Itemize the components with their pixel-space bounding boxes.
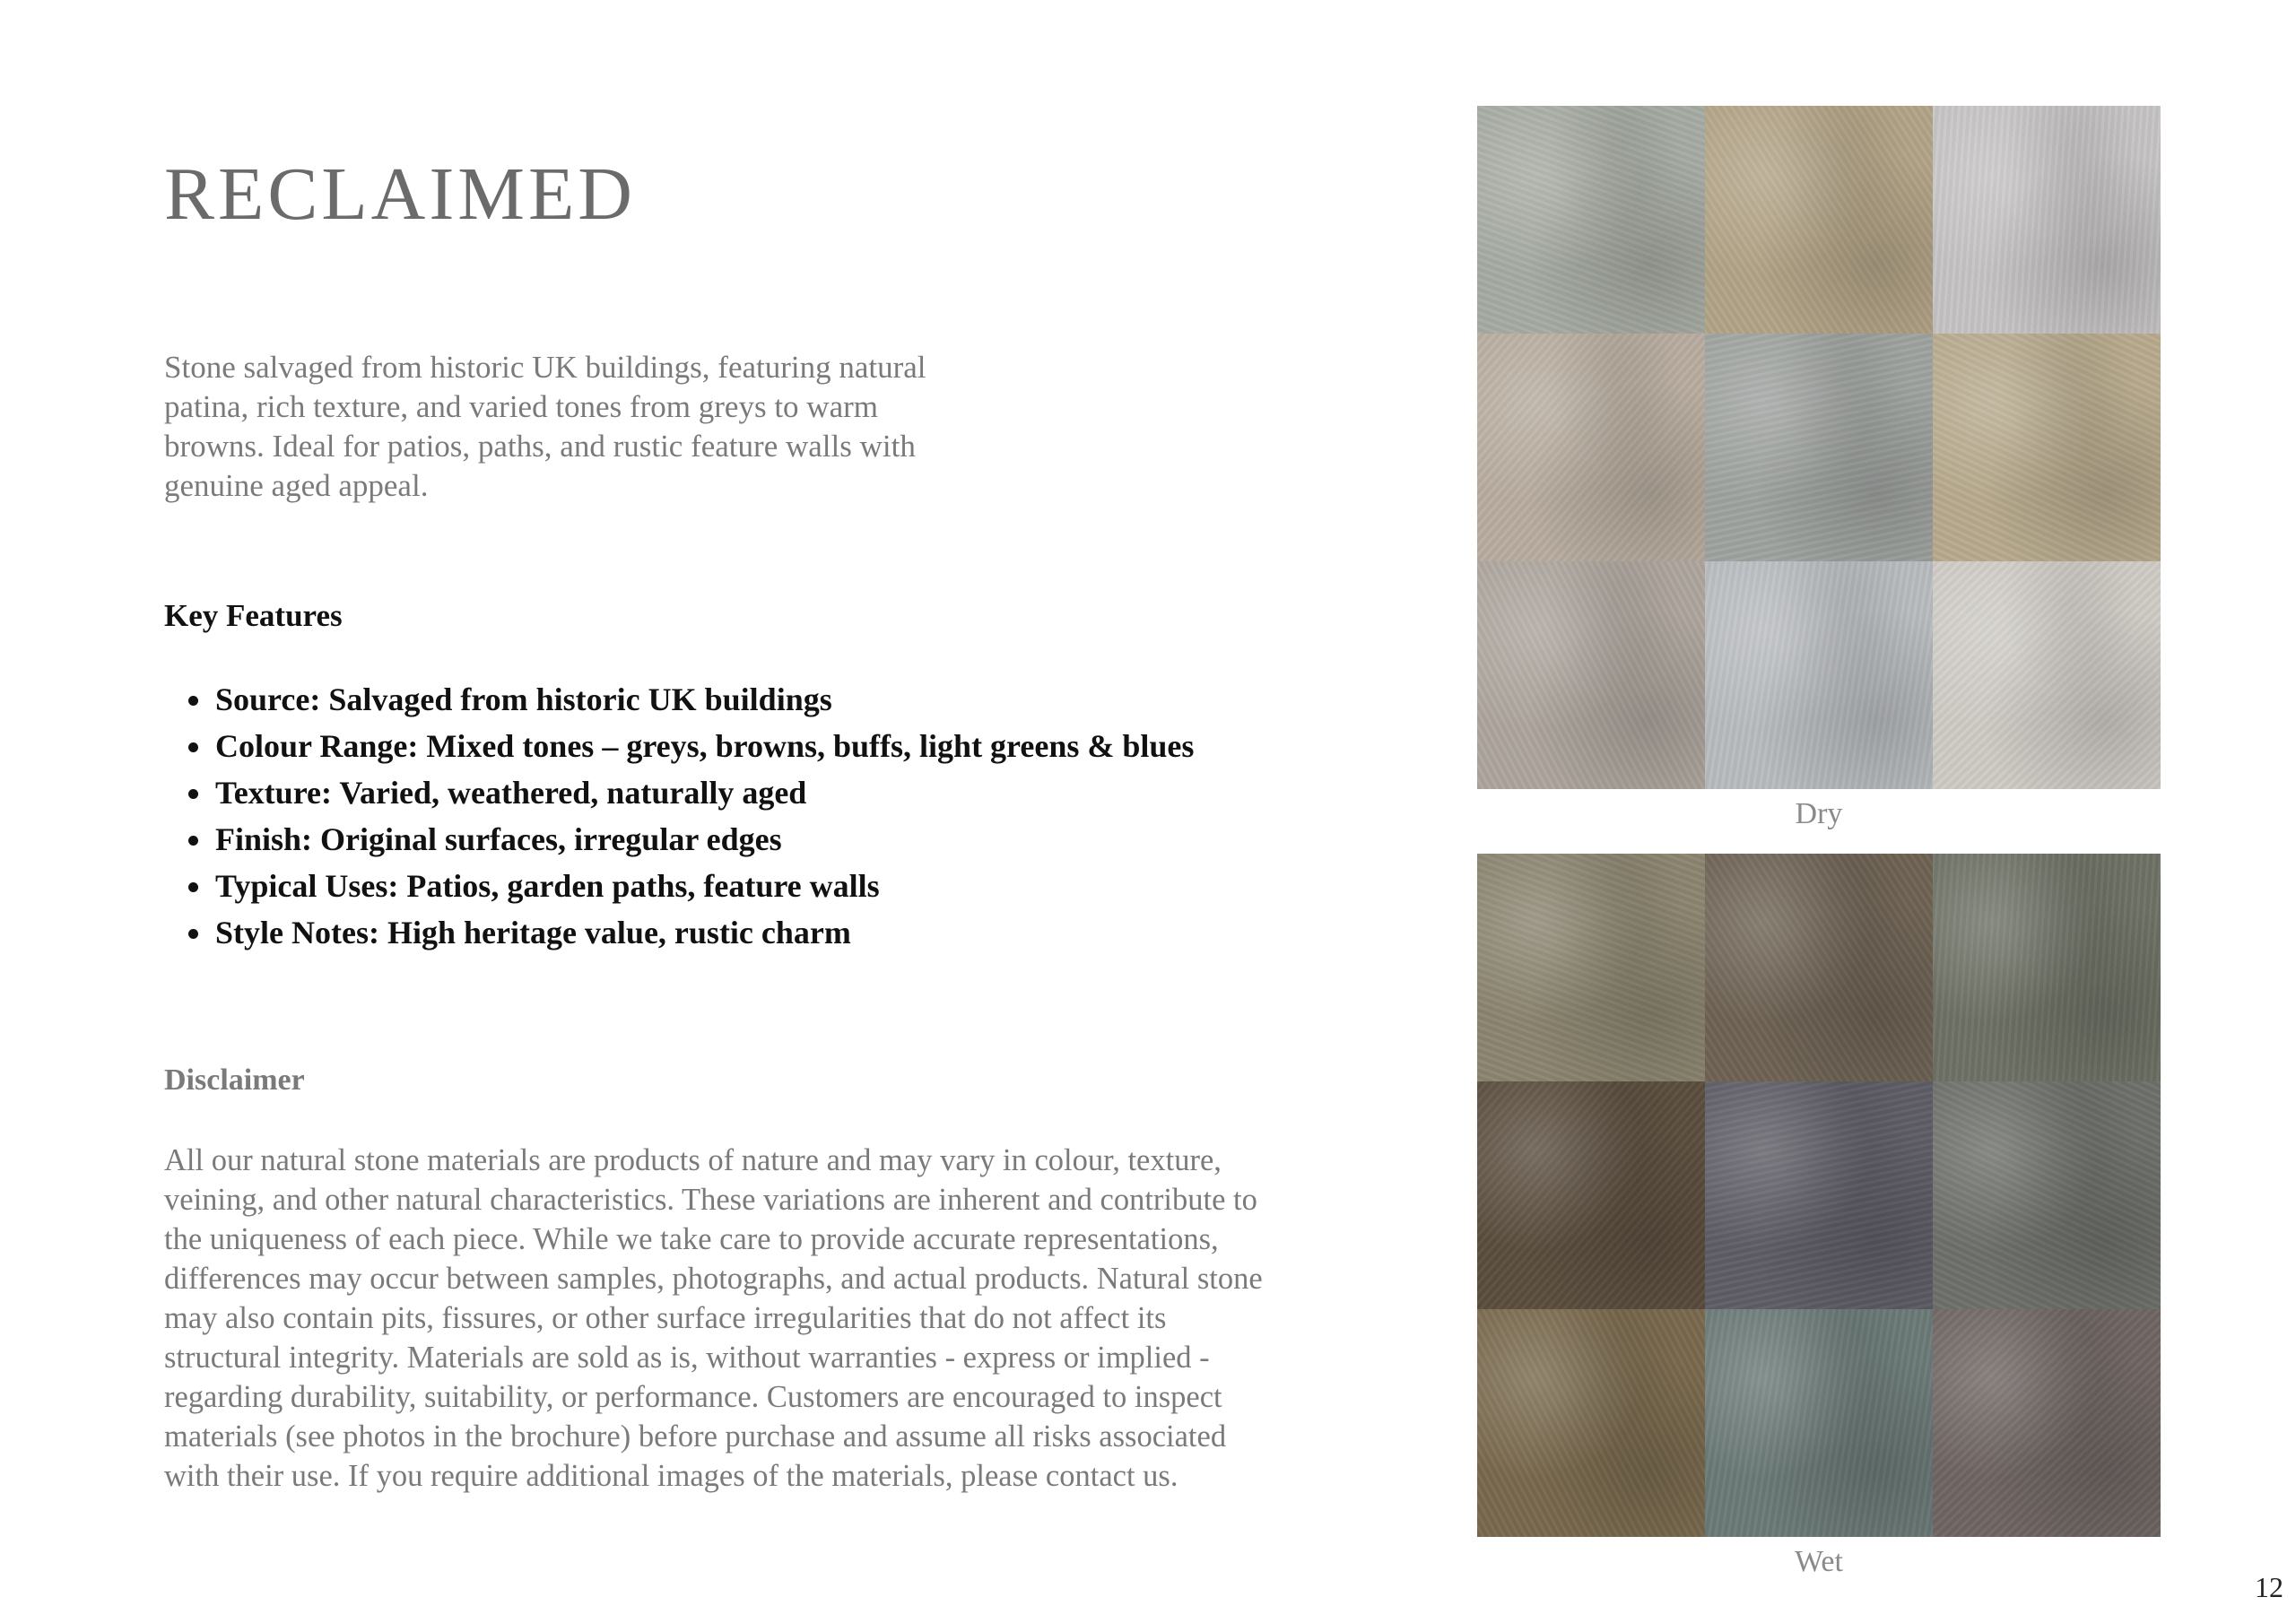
stone-tile [1933,561,2161,789]
stone-tile [1705,1309,1933,1537]
stone-tile [1477,1081,1705,1309]
list-item: • Source: Salvaged from historic UK buildings [213,676,1194,723]
stone-tile [1477,334,1705,561]
disclaimer-body: All our natural stone materials are products of nature and may vary in colour, texture, veining, and other natural characteristics. These variations are inherent and contribute to the uniqueness of each piece. While we take care to provide accurate representations, differences may occur between samples, photographs, and actual products. Natural stone may also contain pits, fissures, or other surface irregularities that do not affect its structural integrity. Materials are sold as is, without warranties - express or implied - regarding durability, suitability, or performance. Customers are encouraged to inspect materials (see photos in the brochure) before purchase and assume all risks associated with their use. If you require additional images of the materials, please contact us. [164,1143,1263,1493]
stone-tile [1477,1309,1705,1537]
page-title: RECLAIMED [164,152,636,236]
stone-tile [1477,854,1705,1081]
stone-tile [1933,854,2161,1081]
wet-swatch-grid [1477,854,2161,1537]
disclaimer-heading: Disclaimer [164,1063,305,1097]
stone-tile [1933,1081,2161,1309]
list-item: • Texture: Varied, weathered, naturally aged [213,769,1194,816]
list-item: • Typical Uses: Patios, garden paths, feature walls [213,863,1194,909]
page-number: 12 [2255,1571,2283,1603]
stone-tile [1933,1309,2161,1537]
stone-tile [1933,334,2161,561]
list-item: • Colour Range: Mixed tones – greys, browns, buffs, light greens & blues [213,723,1194,769]
dry-swatch-grid [1477,106,2161,789]
key-features-heading: Key Features [164,598,343,633]
wet-caption: Wet [1795,1545,1843,1578]
key-features-list [164,676,1194,956]
stone-tile [1477,106,1705,334]
stone-tile [1705,854,1933,1081]
stone-tile [1705,1081,1933,1309]
intro-paragraph: Stone salvaged from historic UK buildings, featuring natural patina, rich texture, and varied tones from greys to warm browns. Ideal for patios, paths, and rustic feature walls with genuine aged appeal. [164,350,926,503]
stone-tile [1705,334,1933,561]
list-item: • Style Notes: High heritage value, rustic charm [213,909,1194,956]
stone-tile [1933,106,2161,334]
dry-caption: Dry [1795,797,1843,830]
list-item: • Finish: Original surfaces, irregular edges [213,816,1194,863]
stone-tile [1477,561,1705,789]
stone-tile [1705,106,1933,334]
stone-tile [1705,561,1933,789]
